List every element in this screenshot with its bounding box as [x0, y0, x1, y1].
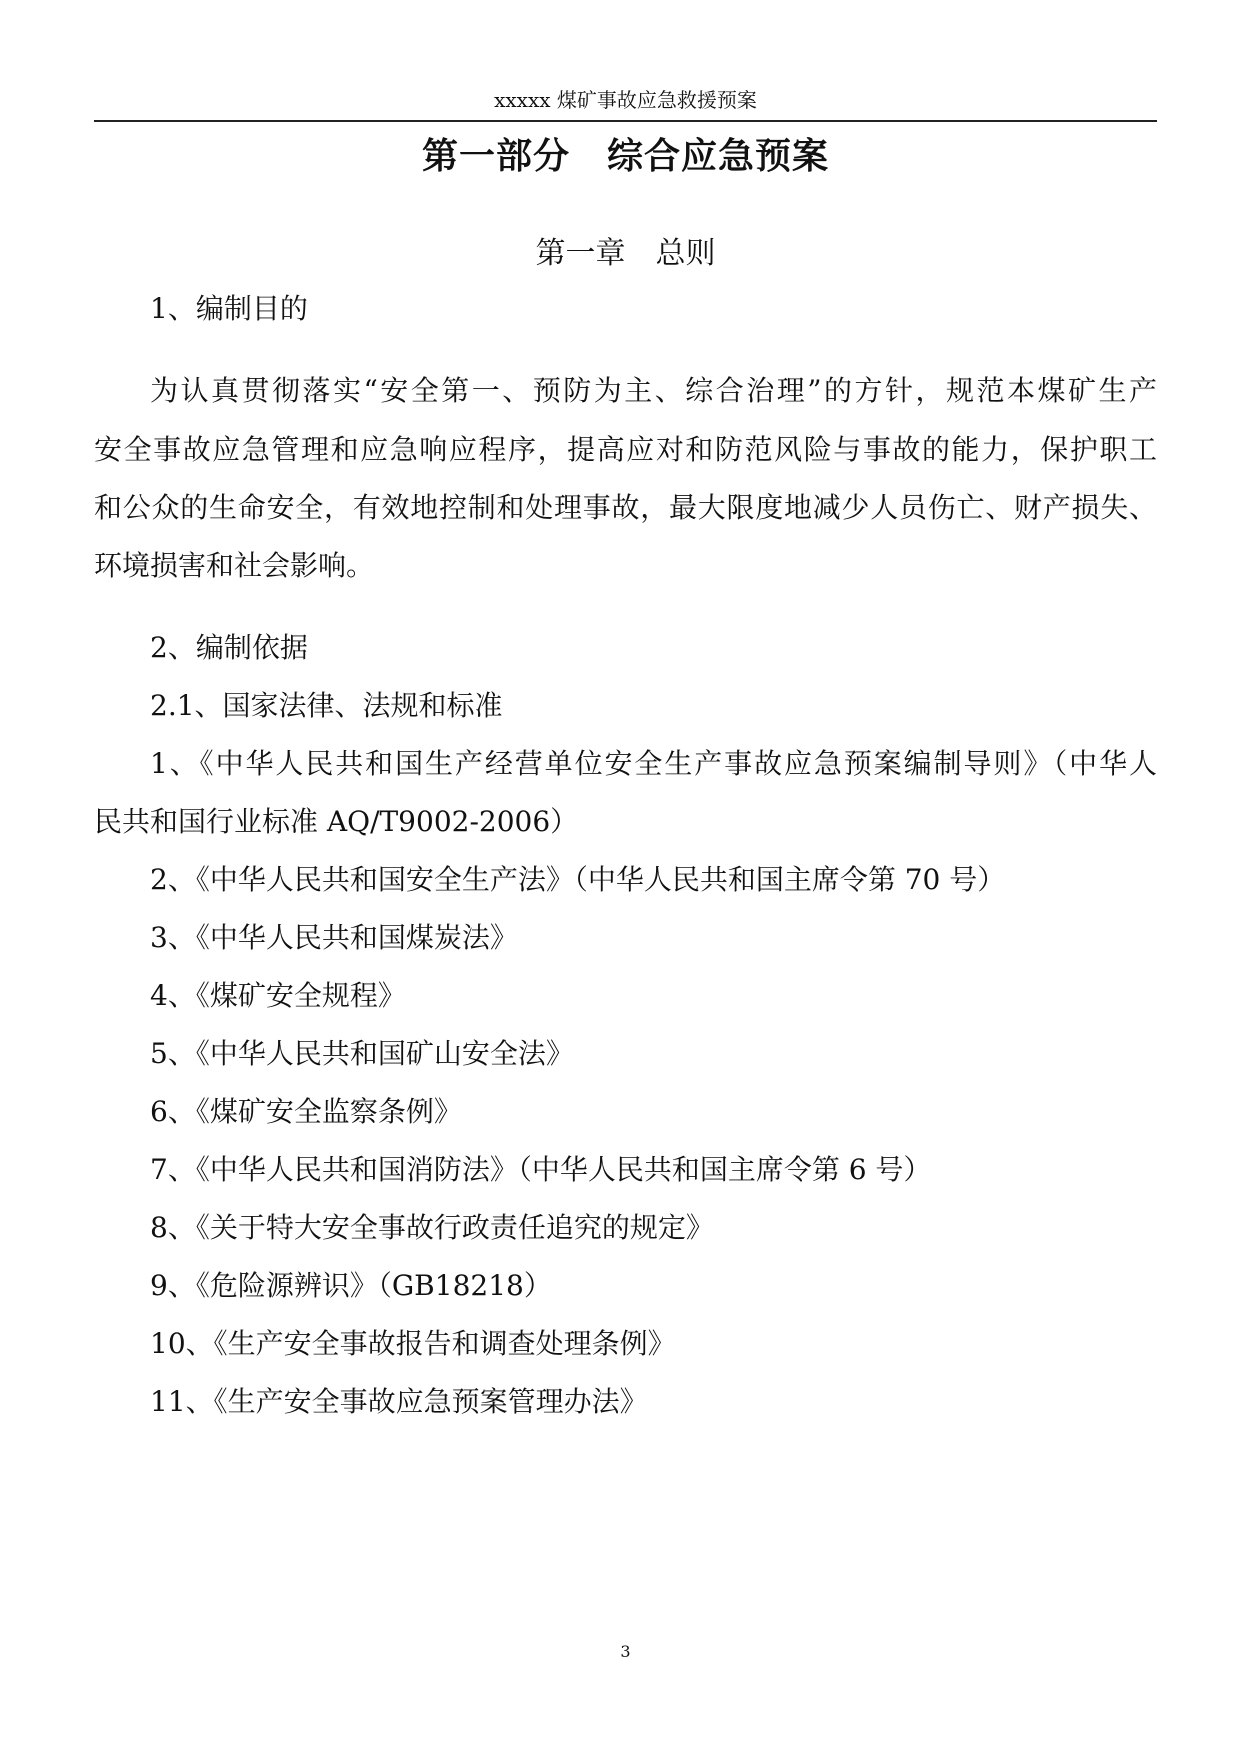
list-item: 9、《危险源辨识》（GB18218）: [150, 1269, 552, 1302]
page-number: 3: [620, 1642, 631, 1661]
section-heading-basis: 2、编制依据: [150, 631, 308, 664]
list-item: 10、《生产安全事故报告和调查处理条例》: [150, 1327, 676, 1360]
subsection-heading: 2.1、国家法律、法规和标准: [150, 689, 503, 722]
section-heading-purpose: 1、编制目的: [150, 292, 308, 325]
list-item: 4、《煤矿安全规程》: [150, 979, 406, 1012]
list-item-continuation: 民共和国行业标准 AQ/T9002-2006）: [94, 805, 579, 838]
header-title: xxxxx 煤矿事故应急救援预案: [494, 88, 757, 112]
paragraph-line: 和公众的生命安全，有效地控制和处理事故，最大限度地减少人员伤亡、财产损失、: [94, 491, 1157, 524]
list-item: 2、《中华人民共和国安全生产法》（中华人民共和国主席令第 70 号）: [150, 863, 1006, 896]
part-title: 第一部分 综合应急预案: [421, 135, 829, 177]
list-item: 5、《中华人民共和国矿山安全法》: [150, 1037, 574, 1070]
list-item: 8、《关于特大安全事故行政责任追究的规定》: [150, 1211, 714, 1244]
list-item: 7、《中华人民共和国消防法》（中华人民共和国主席令第 6 号）: [150, 1153, 932, 1186]
paragraph-line: 安全事故应急管理和应急响应程序，提高应对和防范风险与事故的能力，保护职工: [94, 433, 1157, 466]
list-item: 11、《生产安全事故应急预案管理办法》: [150, 1385, 648, 1418]
chapter-title: 第一章 总则: [535, 236, 716, 271]
list-item: 1、《中华人民共和国生产经营单位安全生产事故应急预案编制导则》（中华人: [150, 747, 1157, 780]
paragraph-line: 环境损害和社会影响。: [94, 549, 375, 582]
page-header: [94, 86, 1157, 122]
paragraph-line: 为认真贯彻落实“安全第一、预防为主、综合治理”的方针，规范本煤矿生产: [150, 374, 1157, 407]
list-item: 3、《中华人民共和国煤炭法》: [150, 921, 518, 954]
list-item: 6、《煤矿安全监察条例》: [150, 1095, 462, 1128]
